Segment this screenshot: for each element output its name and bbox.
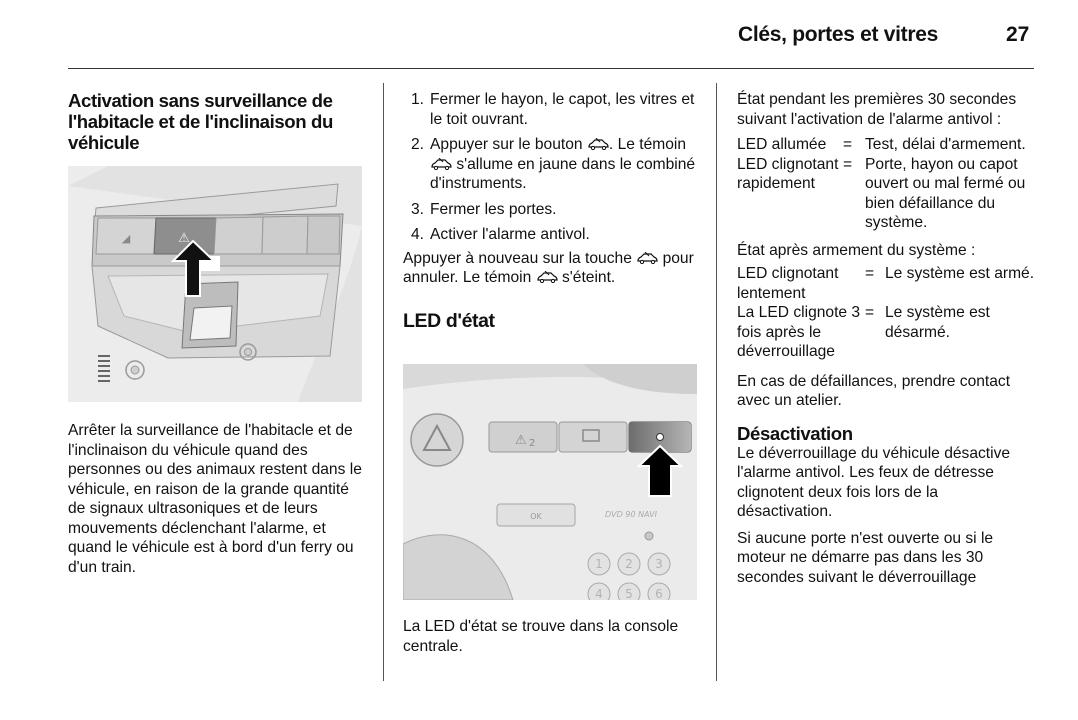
figure-overhead-console	[68, 166, 362, 402]
state-equals: =	[843, 155, 853, 173]
state-description: Test, délai d'armement.	[865, 136, 1026, 153]
state-term: La LED clignote 3 fois après le déverrouillage	[737, 304, 861, 360]
keypad-key-label: 2	[625, 557, 633, 571]
ok-button-label: OK	[530, 512, 542, 521]
figure-center-console	[403, 364, 697, 600]
state-term: LED clignotant rapidement	[737, 155, 839, 192]
radio-brand-label: DVD 90 NAVI	[605, 510, 657, 519]
svg-text:◢: ◢	[121, 232, 131, 245]
list-item	[403, 90, 698, 129]
cancel-text: pour annuler. Le témoin	[403, 249, 694, 286]
keypad-key-label: 4	[595, 587, 603, 600]
state-description: Porte, hayon ou capot ouvert ou mal fermé ou bien défaillance du système.	[865, 155, 1026, 231]
car-alarm-icon	[430, 158, 452, 170]
column-divider-1	[383, 83, 384, 681]
activation-steps-list	[403, 90, 698, 245]
car-alarm-icon	[636, 252, 658, 264]
list-item	[403, 225, 698, 245]
step-text-part: . Le témoin	[608, 136, 687, 153]
column-2-caption	[403, 617, 698, 656]
column-2	[403, 90, 698, 332]
running-header-title: Clés, portes et vitres	[738, 23, 938, 46]
column-divider-2	[716, 83, 717, 681]
step-number: 4.	[411, 226, 425, 243]
section-heading-led: LED d'état	[403, 309, 495, 332]
step-text	[430, 135, 698, 194]
paragraph-deactivation: Le déverrouillage du véhicule désactive l'alarme antivol. Les feux de détresse clignotent deux fois lors de la désactivation.	[737, 444, 1011, 520]
state-term: LED allumée	[737, 136, 827, 153]
step-number: 1.	[411, 91, 425, 108]
step-text: Fermer les portes.	[430, 200, 557, 218]
paragraph-faults: En cas de défaillances, prendre contact avec un atelier.	[737, 372, 1011, 409]
cancel-text: s'éteint.	[562, 269, 616, 286]
section-heading-deactivation: Désactivation	[737, 422, 853, 444]
state-description: Le système est désarmé.	[885, 304, 990, 341]
paragraph-cancel	[403, 249, 698, 288]
step-text-part: Appuyer sur le bouton	[430, 136, 583, 153]
keypad-key-label: 1	[595, 557, 603, 571]
center-console-illustration	[403, 364, 697, 600]
state-equals: =	[865, 304, 875, 321]
state-term: LED clignotant lentement	[737, 265, 839, 302]
column-1	[68, 90, 363, 153]
state-equals: =	[843, 136, 853, 153]
keypad-key-label: 6	[655, 587, 663, 600]
state-table-armed	[737, 264, 1035, 362]
paragraph-state-armed-intro: État après armement du système :	[737, 241, 976, 259]
list-item	[403, 135, 698, 194]
section-heading-activation: Activation sans surveillance de l'habitacle et de l'inclinaison du véhicule	[68, 90, 333, 153]
step-text-part: s'allume en jaune dans le combiné d'instruments.	[430, 155, 696, 192]
paragraph-surveillance-note: Arrêter la surveillance de l'habitacle et de l'inclinaison du véhicule quand des personnes ou des animaux restent dans le véhicule, en raison de la grande quantité de signaux ultrasoniques et de leurs mouvements déclenchant l'alarme, et quand le véhicule est à bord d'un ferry ou d'un train.	[68, 422, 362, 576]
svg-text:⚠: ⚠	[178, 231, 190, 246]
car-alarm-icon	[536, 271, 558, 283]
keypad-key-label: 3	[655, 557, 663, 571]
paragraph-led-location: La LED d'état se trouve dans la console centrale.	[403, 618, 679, 655]
belt-button-label: 2	[529, 438, 536, 449]
paragraph-deactivation-timeout: Si aucune porte n'est ouverte ou si le moteur ne démarre pas dans les 30 secondes suivant le déverrouillage	[737, 529, 994, 586]
column-3	[737, 90, 1035, 587]
overhead-console-illustration	[68, 166, 362, 402]
step-number: 3.	[411, 200, 425, 218]
paragraph-state-intro: État pendant les premières 30 secondes suivant l'activation de l'alarme antivol :	[737, 91, 1017, 128]
step-text: Activer l'alarme antivol.	[430, 226, 590, 243]
step-text: Fermer le hayon, le capot, les vitres et le toit ouvrant.	[430, 91, 695, 128]
cancel-text: Appuyer à nouveau sur la touche	[403, 249, 632, 267]
step-number: 2.	[411, 136, 425, 153]
state-equals: =	[865, 265, 875, 282]
state-description: Le système est armé.	[885, 265, 1035, 282]
list-item	[403, 200, 698, 220]
keypad-key-label: 5	[625, 587, 633, 600]
state-table-initial	[737, 135, 1035, 233]
page-number: 27	[1006, 23, 1030, 46]
svg-text:⚠: ⚠	[515, 433, 527, 448]
car-alarm-icon	[587, 138, 609, 150]
column-1-body	[68, 421, 366, 577]
header-rule	[68, 68, 1034, 69]
